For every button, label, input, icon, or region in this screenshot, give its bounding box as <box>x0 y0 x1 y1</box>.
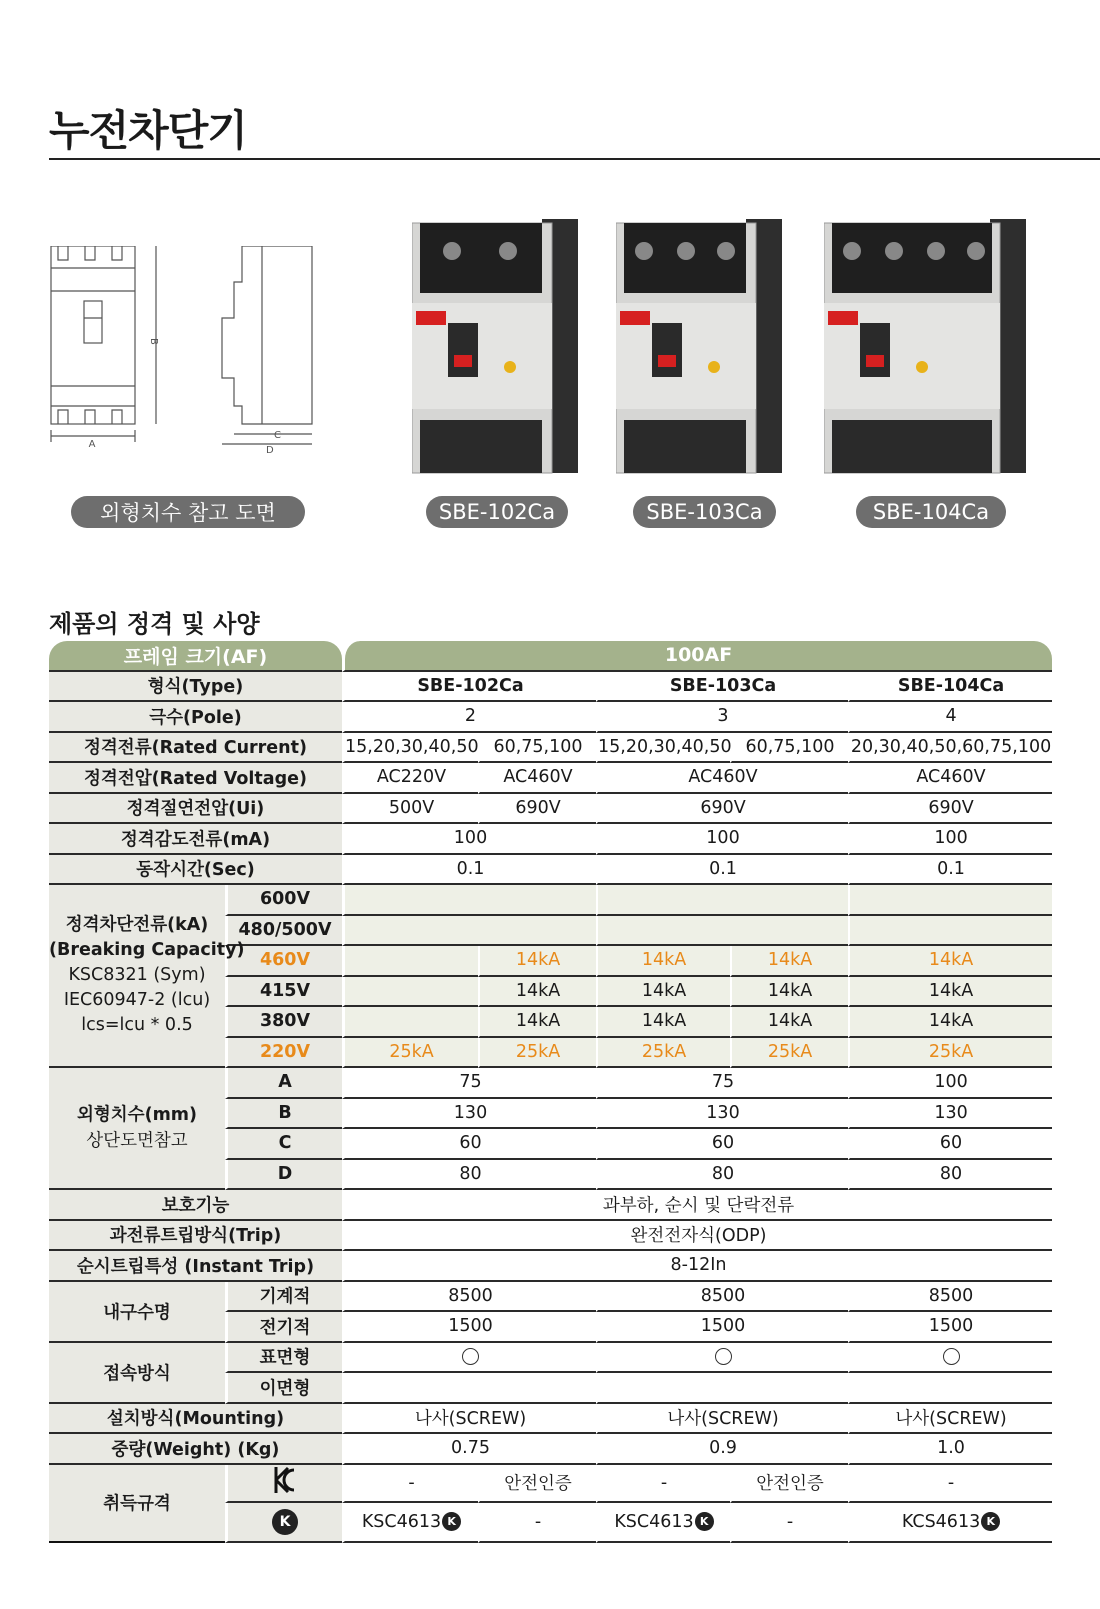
weight-cell: 0.9 <box>596 1434 848 1465</box>
instant-trip-label: 순시트립특성 (Instant Trip) <box>49 1251 342 1282</box>
ma-label: 정격감도전류(mA) <box>49 824 342 855</box>
breaking-cell: 14kA <box>848 1007 1052 1038</box>
ma-cell: 100 <box>596 824 848 855</box>
breaking-cell: 14kA <box>596 1007 730 1038</box>
cert-ks-cell: - <box>478 1503 596 1543</box>
rated-voltage-label: 정격전압(Rated Voltage) <box>49 763 342 794</box>
dim-cell: 130 <box>342 1099 596 1130</box>
breaking-cell <box>342 1007 478 1038</box>
product-image-sbe102ca <box>412 215 580 477</box>
type-cell: SBE-102Ca <box>342 672 596 703</box>
kc-mark-cell <box>225 1465 342 1503</box>
svg-text:C: C <box>274 430 281 441</box>
cert-ks-cell: KCS4613 K <box>848 1503 1052 1543</box>
mount-cell: 나사(SCREW) <box>596 1404 848 1435</box>
kc-mark-icon <box>272 1465 298 1495</box>
weight-label: 중량(Weight) (Kg) <box>49 1434 342 1465</box>
type-cell: SBE-104Ca <box>848 672 1052 703</box>
sec-cell: 0.1 <box>848 855 1052 886</box>
spec-table <box>49 641 1052 1543</box>
rated-current-cell: 15,20,30,40,50 <box>342 733 478 764</box>
rated-current-cell: 15,20,30,40,50 <box>596 733 730 764</box>
sec-cell: 0.1 <box>596 855 848 886</box>
dim-cell: 75 <box>342 1068 596 1099</box>
breaking-cell: 14kA <box>596 946 730 977</box>
dim-cell: 100 <box>848 1068 1052 1099</box>
ui-cell: 690V <box>596 794 848 825</box>
back-label: 이면형 <box>225 1373 342 1404</box>
breaking-cell: 14kA <box>730 946 848 977</box>
frame-size-label: 프레임 크기(AF) <box>49 641 342 672</box>
breaking-cell <box>848 885 1052 916</box>
mech-cell: 8500 <box>342 1282 596 1313</box>
mech-cell: 8500 <box>596 1282 848 1313</box>
voltage-220: 220V <box>225 1038 342 1069</box>
mount-label: 설치방식(Mounting) <box>49 1404 342 1435</box>
ks-mark-icon: K <box>442 1512 461 1531</box>
dim-b-label: B <box>225 1099 342 1130</box>
back-cell <box>342 1373 596 1404</box>
pole-cell: 2 <box>342 702 596 733</box>
product-label-sbe104ca: SBE-104Ca <box>856 496 1006 528</box>
protect-value: 과부하, 순시 및 단락전류 <box>342 1190 1052 1221</box>
circle-icon <box>462 1348 479 1365</box>
trip-value: 완전전자식(ODP) <box>342 1221 1052 1252</box>
cert-ks-cell: - <box>730 1503 848 1543</box>
mount-cell: 나사(SCREW) <box>848 1404 1052 1435</box>
weight-cell: 1.0 <box>848 1434 1052 1465</box>
elec-label: 전기적 <box>225 1312 342 1343</box>
breaking-cell <box>342 885 596 916</box>
breaking-cell <box>342 977 478 1008</box>
rated-voltage-cell: AC460V <box>478 763 596 794</box>
sec-label: 동작시간(Sec) <box>49 855 342 886</box>
rated-voltage-cell: AC220V <box>342 763 478 794</box>
elec-cell: 1500 <box>342 1312 596 1343</box>
voltage-460: 460V <box>225 946 342 977</box>
dimension-diagram <box>48 246 318 461</box>
ma-cell: 100 <box>342 824 596 855</box>
dim-cell: 60 <box>848 1129 1052 1160</box>
dim-c-label: C <box>225 1129 342 1160</box>
rated-current-cell: 20,30,40,50,60,75,100 <box>848 733 1052 764</box>
back-cell <box>848 1373 1052 1404</box>
life-label: 내구수명 <box>49 1282 225 1343</box>
breaking-cell <box>342 946 478 977</box>
rated-current-cell: 60,75,100 <box>730 733 848 764</box>
protect-label: 보호기능 <box>49 1190 342 1221</box>
mech-cell: 8500 <box>848 1282 1052 1313</box>
type-cell: SBE-103Ca <box>596 672 848 703</box>
cert-ks-cell: KSC4613 K <box>596 1503 730 1543</box>
instant-trip-value: 8-12In <box>342 1251 1052 1282</box>
rated-voltage-cell: AC460V <box>848 763 1052 794</box>
dim-cell: 80 <box>596 1160 848 1191</box>
dim-cell: 80 <box>342 1160 596 1191</box>
dim-cell: 130 <box>848 1099 1052 1130</box>
pole-label: 극수(Pole) <box>49 702 342 733</box>
section-title: 제품의 정격 및 사양 <box>49 610 260 638</box>
connection-label: 접속방식 <box>49 1343 225 1404</box>
product-label-sbe102ca: SBE-102Ca <box>426 496 568 528</box>
breaking-cell: 14kA <box>848 946 1052 977</box>
breaking-cell: 25kA <box>848 1038 1052 1069</box>
ks-mark-icon: K <box>272 1509 298 1535</box>
breaking-cell: 25kA <box>730 1038 848 1069</box>
voltage-380: 380V <box>225 1007 342 1038</box>
breaking-cell: 14kA <box>478 1007 596 1038</box>
breaking-cell: 14kA <box>478 977 596 1008</box>
ui-label: 정격절연전압(Ui) <box>49 794 342 825</box>
ui-cell: 690V <box>848 794 1052 825</box>
product-label-sbe103ca: SBE-103Ca <box>633 496 776 528</box>
title-divider <box>49 158 1100 160</box>
circle-icon <box>943 1348 960 1365</box>
breaking-cell: 14kA <box>478 946 596 977</box>
diagram-label: 외형치수 참고 도면 <box>71 496 305 528</box>
breaking-cell: 14kA <box>848 977 1052 1008</box>
front-cell <box>848 1343 1052 1374</box>
ui-cell: 690V <box>478 794 596 825</box>
ui-cell: 500V <box>342 794 478 825</box>
cert-kc-cell: 안전인증 <box>478 1465 596 1503</box>
dim-cell: 80 <box>848 1160 1052 1191</box>
dimension-label: 외형치수(mm) 상단도면참고 <box>49 1068 225 1190</box>
dim-a-label: A <box>225 1068 342 1099</box>
voltage-415: 415V <box>225 977 342 1008</box>
circle-icon <box>715 1348 732 1365</box>
dim-d-label: D <box>225 1160 342 1191</box>
pole-cell: 3 <box>596 702 848 733</box>
breaking-cell: 14kA <box>730 977 848 1008</box>
dim-cell: 130 <box>596 1099 848 1130</box>
voltage-480: 480/500V <box>225 916 342 947</box>
breaking-cell: 25kA <box>596 1038 730 1069</box>
trip-label: 과전류트립방식(Trip) <box>49 1221 342 1252</box>
breaking-cell <box>596 916 848 947</box>
dim-cell: 60 <box>342 1129 596 1160</box>
ks-mark-cell <box>225 1503 342 1543</box>
cert-kc-cell: - <box>848 1465 1052 1503</box>
sec-cell: 0.1 <box>342 855 596 886</box>
frame-size-value: 100AF <box>342 641 1052 672</box>
breaking-cell: 25kA <box>478 1038 596 1069</box>
back-cell <box>596 1373 848 1404</box>
pole-cell: 4 <box>848 702 1052 733</box>
elec-cell: 1500 <box>848 1312 1052 1343</box>
page-title: 누전차단기 <box>49 106 247 155</box>
breaking-cell <box>848 916 1052 947</box>
weight-cell: 0.75 <box>342 1434 596 1465</box>
voltage-600: 600V <box>225 885 342 916</box>
ma-cell: 100 <box>848 824 1052 855</box>
breaking-capacity-label: 정격차단전류(kA) (Breaking Capacity) KSC8321 (Sym) IEC60947-2 (lcu) lcs=lcu * 0.5 <box>49 885 225 1068</box>
dim-cell: 60 <box>596 1129 848 1160</box>
front-cell <box>596 1343 848 1374</box>
breaking-cell: 25kA <box>342 1038 478 1069</box>
svg-text:B: B <box>148 338 159 345</box>
cert-kc-cell: - <box>596 1465 730 1503</box>
breaking-cell <box>596 885 848 916</box>
dim-cell: 75 <box>596 1068 848 1099</box>
svg-text:D: D <box>266 445 274 456</box>
rated-current-label: 정격전류(Rated Current) <box>49 733 342 764</box>
breaking-cell: 14kA <box>596 977 730 1008</box>
cert-label: 취득규격 <box>49 1465 225 1543</box>
mount-cell: 나사(SCREW) <box>342 1404 596 1435</box>
rated-voltage-cell: AC460V <box>596 763 848 794</box>
ks-mark-icon: K <box>695 1512 714 1531</box>
cert-kc-cell: 안전인증 <box>730 1465 848 1503</box>
elec-cell: 1500 <box>596 1312 848 1343</box>
mech-label: 기계적 <box>225 1282 342 1313</box>
front-label: 표면형 <box>225 1343 342 1374</box>
product-image-sbe104ca <box>824 215 1028 477</box>
breaking-cell: 14kA <box>730 1007 848 1038</box>
svg-text:A: A <box>88 439 96 450</box>
product-image-sbe103ca <box>616 215 784 477</box>
cert-kc-cell: - <box>342 1465 478 1503</box>
type-label: 형식(Type) <box>49 672 342 703</box>
front-cell <box>342 1343 596 1374</box>
ks-mark-icon: K <box>981 1512 1000 1531</box>
breaking-cell <box>342 916 596 947</box>
cert-ks-cell: KSC4613 K <box>342 1503 478 1543</box>
rated-current-cell: 60,75,100 <box>478 733 596 764</box>
